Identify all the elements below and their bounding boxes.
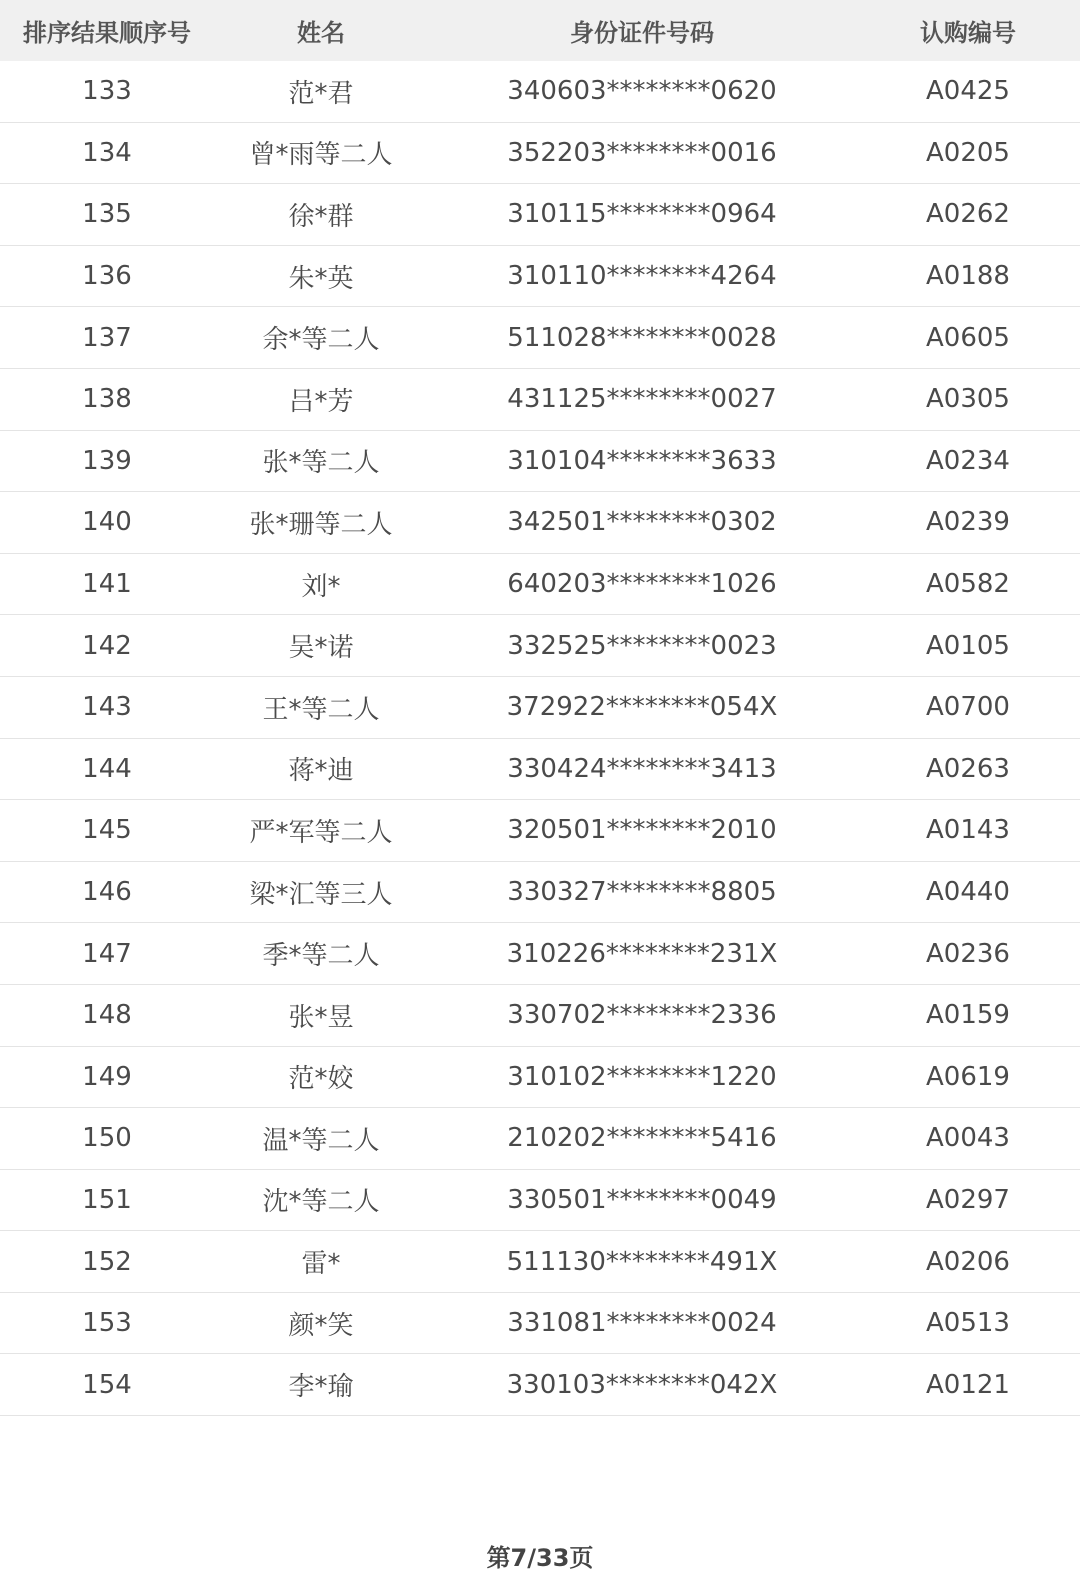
sequence-number-cell: 138 [82, 384, 132, 415]
subscription-number-cell: A0239 [926, 507, 1010, 538]
name-cell: 严*军等二人 [249, 817, 393, 848]
table-row [0, 184, 1080, 246]
id-number-cell: 330327********8805 [507, 877, 777, 908]
sequence-number-cell: 134 [82, 137, 132, 168]
id-number-cell: 330501********0049 [507, 1184, 777, 1215]
subscription-number-cell: A0043 [926, 1123, 1010, 1154]
id-number-cell: 511028********0028 [507, 322, 777, 353]
sequence-number-cell: 143 [82, 692, 132, 723]
name-cell: 朱*英 [288, 263, 354, 294]
table-row [0, 923, 1080, 985]
id-number-cell: 640203********1026 [507, 569, 777, 600]
sequence-number-cell: 153 [82, 1308, 132, 1339]
subscription-number-cell: A0425 [926, 76, 1010, 107]
id-number-cell: 320501********2010 [507, 815, 777, 846]
table-row [0, 985, 1080, 1047]
sequence-number-cell: 137 [82, 322, 132, 353]
id-number-cell: 511130********491X [506, 1246, 778, 1277]
sequence-number-cell: 154 [82, 1369, 132, 1400]
name-cell: 蒋*迪 [288, 756, 354, 787]
table-row [0, 1047, 1080, 1109]
name-cell: 颜*笑 [288, 1310, 354, 1341]
table-row [0, 862, 1080, 924]
name-cell: 张*珊等二人 [249, 509, 393, 540]
sequence-number-cell: 147 [82, 938, 132, 969]
subscription-number-cell: A0205 [926, 137, 1010, 168]
id-number-cell: 352203********0016 [507, 137, 777, 168]
header-id-number: 身份证件号码 [570, 19, 714, 47]
name-cell: 王*等二人 [262, 694, 380, 725]
page-indicator: 第7/33页 [486, 1544, 594, 1572]
name-cell: 李*瑜 [288, 1372, 354, 1403]
name-cell: 范*君 [288, 78, 354, 109]
subscription-number-cell: A0159 [926, 1000, 1010, 1031]
table-body [0, 61, 1080, 1416]
subscription-number-cell: A0263 [926, 753, 1010, 784]
table-row [0, 246, 1080, 308]
subscription-number-cell: A0188 [926, 261, 1010, 292]
sequence-number-cell: 139 [82, 445, 132, 476]
sequence-number-cell: 136 [82, 261, 132, 292]
name-cell: 徐*群 [288, 201, 354, 232]
id-number-cell: 310102********1220 [507, 1061, 777, 1092]
sequence-number-cell: 140 [82, 507, 132, 538]
subscription-number-cell: A0105 [926, 630, 1010, 661]
sequence-number-cell: 135 [82, 199, 132, 230]
table-row [0, 739, 1080, 801]
table-row [0, 554, 1080, 616]
sequence-number-cell: 151 [82, 1184, 132, 1215]
id-number-cell: 310115********0964 [507, 199, 777, 230]
header-sequence-number: 排序结果顺序号 [23, 19, 191, 47]
id-number-cell: 331081********0024 [507, 1308, 777, 1339]
subscription-number-cell: A0513 [926, 1308, 1010, 1339]
subscription-number-cell: A0236 [926, 938, 1010, 969]
sequence-number-cell: 150 [82, 1123, 132, 1154]
name-cell: 梁*汇等三人 [249, 879, 393, 910]
name-cell: 雷* [301, 1249, 341, 1280]
name-cell: 沈*等二人 [262, 1187, 380, 1218]
id-number-cell: 330424********3413 [507, 753, 777, 784]
id-number-cell: 310110********4264 [507, 261, 777, 292]
sequence-number-cell: 141 [82, 569, 132, 600]
table-row [0, 369, 1080, 431]
sequence-number-cell: 133 [82, 76, 132, 107]
name-cell: 余*等二人 [262, 325, 380, 356]
subscription-number-cell: A0143 [926, 815, 1010, 846]
name-cell: 范*姣 [288, 1064, 354, 1095]
subscription-number-cell: A0305 [926, 384, 1010, 415]
id-number-cell: 310226********231X [506, 938, 778, 969]
subscription-number-cell: A0234 [926, 445, 1010, 476]
subscription-number-cell: A0206 [926, 1246, 1010, 1277]
subscription-number-cell: A0605 [926, 322, 1010, 353]
id-number-cell: 310104********3633 [507, 445, 777, 476]
header-name: 姓名 [297, 19, 345, 47]
id-number-cell: 332525********0023 [507, 630, 777, 661]
name-cell: 吕*芳 [288, 386, 354, 417]
id-number-cell: 342501********0302 [507, 507, 777, 538]
sequence-number-cell: 146 [82, 877, 132, 908]
table-row [0, 677, 1080, 739]
sequence-number-cell: 142 [82, 630, 132, 661]
subscription-number-cell: A0121 [926, 1369, 1010, 1400]
sequence-number-cell: 152 [82, 1246, 132, 1277]
table-row [0, 1293, 1080, 1355]
id-number-cell: 210202********5416 [507, 1123, 777, 1154]
name-cell: 季*等二人 [262, 941, 380, 972]
subscription-number-cell: A0297 [926, 1184, 1010, 1215]
subscription-number-cell: A0582 [926, 569, 1010, 600]
id-number-cell: 330103********042X [506, 1369, 778, 1400]
table-row [0, 1108, 1080, 1170]
subscription-number-cell: A0619 [926, 1061, 1010, 1092]
table-row [0, 800, 1080, 862]
header-subscription-number: 认购编号 [920, 19, 1016, 47]
name-cell: 刘* [301, 571, 341, 602]
id-number-cell: 431125********0027 [507, 384, 777, 415]
name-cell: 张*等二人 [262, 448, 380, 479]
table-row [0, 1170, 1080, 1232]
table-row [0, 615, 1080, 677]
sequence-number-cell: 148 [82, 1000, 132, 1031]
table-row [0, 307, 1080, 369]
table-row [0, 61, 1080, 123]
table-row [0, 492, 1080, 554]
subscription-number-cell: A0440 [926, 877, 1010, 908]
id-number-cell: 372922********054X [506, 692, 778, 723]
name-cell: 吴*诺 [288, 633, 354, 664]
id-number-cell: 330702********2336 [507, 1000, 777, 1031]
table-row [0, 431, 1080, 493]
name-cell: 温*等二人 [262, 1125, 380, 1156]
subscription-number-cell: A0700 [926, 692, 1010, 723]
subscription-number-cell: A0262 [926, 199, 1010, 230]
name-cell: 曾*雨等二人 [249, 140, 393, 171]
table-row [0, 1354, 1080, 1416]
name-cell: 张*昱 [288, 1002, 354, 1033]
sequence-number-cell: 149 [82, 1061, 132, 1092]
id-number-cell: 340603********0620 [507, 76, 777, 107]
table-header-row [0, 0, 1080, 61]
table-row [0, 1231, 1080, 1293]
sequence-number-cell: 145 [82, 815, 132, 846]
table-row [0, 123, 1080, 185]
sequence-number-cell: 144 [82, 753, 132, 784]
